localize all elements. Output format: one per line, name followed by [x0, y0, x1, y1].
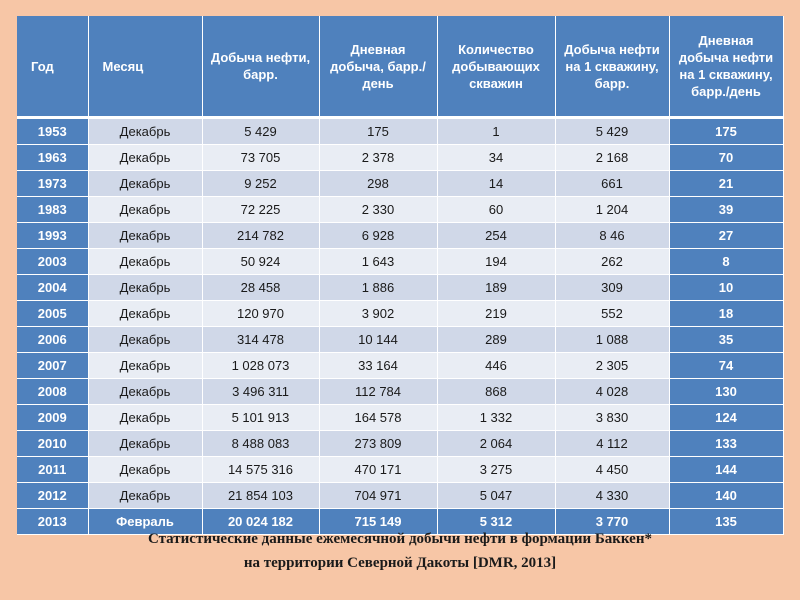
table-row [17, 275, 783, 301]
cell-daily-production: 1 643 [319, 249, 437, 275]
table-row [17, 431, 783, 457]
cell-well-count: 1 332 [437, 405, 555, 431]
cell-oil-production: 3 496 311 [202, 379, 319, 405]
cell-daily-production-per-well: 130 [669, 379, 783, 405]
cell-year: 2006 [17, 327, 88, 353]
cell-production-per-well: 552 [555, 301, 669, 327]
cell-month: Декабрь [88, 353, 202, 379]
cell-daily-production: 2 378 [319, 145, 437, 171]
cell-year: 2007 [17, 353, 88, 379]
oil-production-table [17, 16, 784, 535]
cell-well-count: 3 275 [437, 457, 555, 483]
cell-year: 2012 [17, 483, 88, 509]
cell-month: Декабрь [88, 171, 202, 197]
header-daily-production: Дневная добыча, барр./ день [319, 16, 437, 118]
cell-daily-production: 715 149 [319, 509, 437, 535]
cell-oil-production: 314 478 [202, 327, 319, 353]
cell-daily-production: 1 886 [319, 275, 437, 301]
cell-well-count: 219 [437, 301, 555, 327]
cell-daily-production-per-well: 27 [669, 223, 783, 249]
cell-daily-production: 10 144 [319, 327, 437, 353]
cell-daily-production: 164 578 [319, 405, 437, 431]
table-row [17, 457, 783, 483]
cell-production-per-well: 8 46 [555, 223, 669, 249]
cell-year: 2013 [17, 509, 88, 535]
oil-production-table-container [17, 16, 783, 529]
cell-oil-production: 14 575 316 [202, 457, 319, 483]
cell-year: 1983 [17, 197, 88, 223]
cell-production-per-well: 661 [555, 171, 669, 197]
table-caption [0, 527, 800, 575]
cell-oil-production: 21 854 103 [202, 483, 319, 509]
cell-month: Февраль [88, 509, 202, 535]
cell-daily-production-per-well: 140 [669, 483, 783, 509]
table-row [17, 379, 783, 405]
cell-production-per-well: 1 204 [555, 197, 669, 223]
cell-well-count: 194 [437, 249, 555, 275]
cell-oil-production: 20 024 182 [202, 509, 319, 535]
cell-well-count: 2 064 [437, 431, 555, 457]
cell-year: 2010 [17, 431, 88, 457]
cell-production-per-well: 4 112 [555, 431, 669, 457]
table-row [17, 197, 783, 223]
cell-daily-production: 2 330 [319, 197, 437, 223]
table-header-row [17, 16, 783, 118]
cell-well-count: 5 047 [437, 483, 555, 509]
cell-well-count: 446 [437, 353, 555, 379]
cell-month: Декабрь [88, 457, 202, 483]
cell-daily-production-per-well: 39 [669, 197, 783, 223]
table-row [17, 171, 783, 197]
cell-year: 2004 [17, 275, 88, 301]
cell-oil-production: 1 028 073 [202, 353, 319, 379]
cell-oil-production: 5 101 913 [202, 405, 319, 431]
cell-month: Декабрь [88, 223, 202, 249]
header-month: Месяц [88, 16, 202, 118]
cell-month: Декабрь [88, 118, 202, 145]
cell-oil-production: 5 429 [202, 118, 319, 145]
cell-oil-production: 73 705 [202, 145, 319, 171]
table-row [17, 405, 783, 431]
cell-production-per-well: 4 450 [555, 457, 669, 483]
cell-daily-production-per-well: 35 [669, 327, 783, 353]
cell-well-count: 34 [437, 145, 555, 171]
table-row [17, 483, 783, 509]
cell-production-per-well: 3 830 [555, 405, 669, 431]
header-oil-production: Добыча нефти, барр. [202, 16, 319, 118]
cell-production-per-well: 2 305 [555, 353, 669, 379]
cell-well-count: 289 [437, 327, 555, 353]
cell-month: Декабрь [88, 431, 202, 457]
cell-daily-production: 175 [319, 118, 437, 145]
cell-month: Декабрь [88, 275, 202, 301]
cell-daily-production-per-well: 70 [669, 145, 783, 171]
cell-well-count: 14 [437, 171, 555, 197]
cell-year: 2005 [17, 301, 88, 327]
cell-year: 2011 [17, 457, 88, 483]
cell-month: Декабрь [88, 301, 202, 327]
cell-daily-production-per-well: 175 [669, 118, 783, 145]
cell-daily-production: 3 902 [319, 301, 437, 327]
cell-daily-production: 112 784 [319, 379, 437, 405]
table-row [17, 223, 783, 249]
cell-production-per-well: 309 [555, 275, 669, 301]
cell-daily-production: 704 971 [319, 483, 437, 509]
cell-daily-production-per-well: 124 [669, 405, 783, 431]
cell-oil-production: 28 458 [202, 275, 319, 301]
cell-well-count: 189 [437, 275, 555, 301]
cell-oil-production: 8 488 083 [202, 431, 319, 457]
cell-month: Декабрь [88, 145, 202, 171]
cell-year: 2003 [17, 249, 88, 275]
table-row [17, 327, 783, 353]
cell-year: 2008 [17, 379, 88, 405]
cell-production-per-well: 4 028 [555, 379, 669, 405]
cell-year: 1963 [17, 145, 88, 171]
cell-daily-production-per-well: 74 [669, 353, 783, 379]
cell-daily-production: 470 171 [319, 457, 437, 483]
header-year: Год [17, 16, 88, 118]
cell-daily-production-per-well: 21 [669, 171, 783, 197]
cell-year: 1953 [17, 118, 88, 145]
cell-daily-production-per-well: 18 [669, 301, 783, 327]
cell-well-count: 60 [437, 197, 555, 223]
cell-month: Декабрь [88, 379, 202, 405]
cell-production-per-well: 2 168 [555, 145, 669, 171]
cell-oil-production: 72 225 [202, 197, 319, 223]
cell-production-per-well: 3 770 [555, 509, 669, 535]
cell-daily-production: 273 809 [319, 431, 437, 457]
caption-line-1: Статистические данные ежемесячной добычи нефти в формации Баккен* [148, 531, 652, 547]
header-production-per-well: Добыча нефти на 1 скважину, барр. [555, 16, 669, 118]
cell-month: Декабрь [88, 327, 202, 353]
cell-production-per-well: 4 330 [555, 483, 669, 509]
cell-month: Декабрь [88, 249, 202, 275]
cell-year: 1993 [17, 223, 88, 249]
table-row [17, 145, 783, 171]
cell-oil-production: 9 252 [202, 171, 319, 197]
cell-year: 1973 [17, 171, 88, 197]
cell-daily-production-per-well: 135 [669, 509, 783, 535]
cell-month: Декабрь [88, 483, 202, 509]
cell-year: 2009 [17, 405, 88, 431]
table-row [17, 301, 783, 327]
header-daily-production-per-well: Дневная добыча нефти на 1 скважину, барр./день [669, 16, 783, 118]
table-row [17, 353, 783, 379]
cell-production-per-well: 5 429 [555, 118, 669, 145]
cell-month: Декабрь [88, 197, 202, 223]
cell-well-count: 868 [437, 379, 555, 405]
cell-daily-production: 33 164 [319, 353, 437, 379]
cell-production-per-well: 1 088 [555, 327, 669, 353]
cell-daily-production: 6 928 [319, 223, 437, 249]
cell-oil-production: 120 970 [202, 301, 319, 327]
cell-daily-production-per-well: 8 [669, 249, 783, 275]
table-row [17, 118, 783, 145]
cell-production-per-well: 262 [555, 249, 669, 275]
cell-well-count: 1 [437, 118, 555, 145]
cell-daily-production-per-well: 10 [669, 275, 783, 301]
cell-well-count: 254 [437, 223, 555, 249]
cell-oil-production: 214 782 [202, 223, 319, 249]
header-well-count: Количество добывающих скважин [437, 16, 555, 118]
cell-month: Декабрь [88, 405, 202, 431]
cell-daily-production-per-well: 144 [669, 457, 783, 483]
table-row [17, 249, 783, 275]
cell-daily-production-per-well: 133 [669, 431, 783, 457]
cell-daily-production: 298 [319, 171, 437, 197]
table-body [17, 118, 783, 535]
cell-oil-production: 50 924 [202, 249, 319, 275]
caption-line-2: на территории Северной Дакоты [DMR, 2013] [243, 555, 557, 571]
cell-well-count: 5 312 [437, 509, 555, 535]
